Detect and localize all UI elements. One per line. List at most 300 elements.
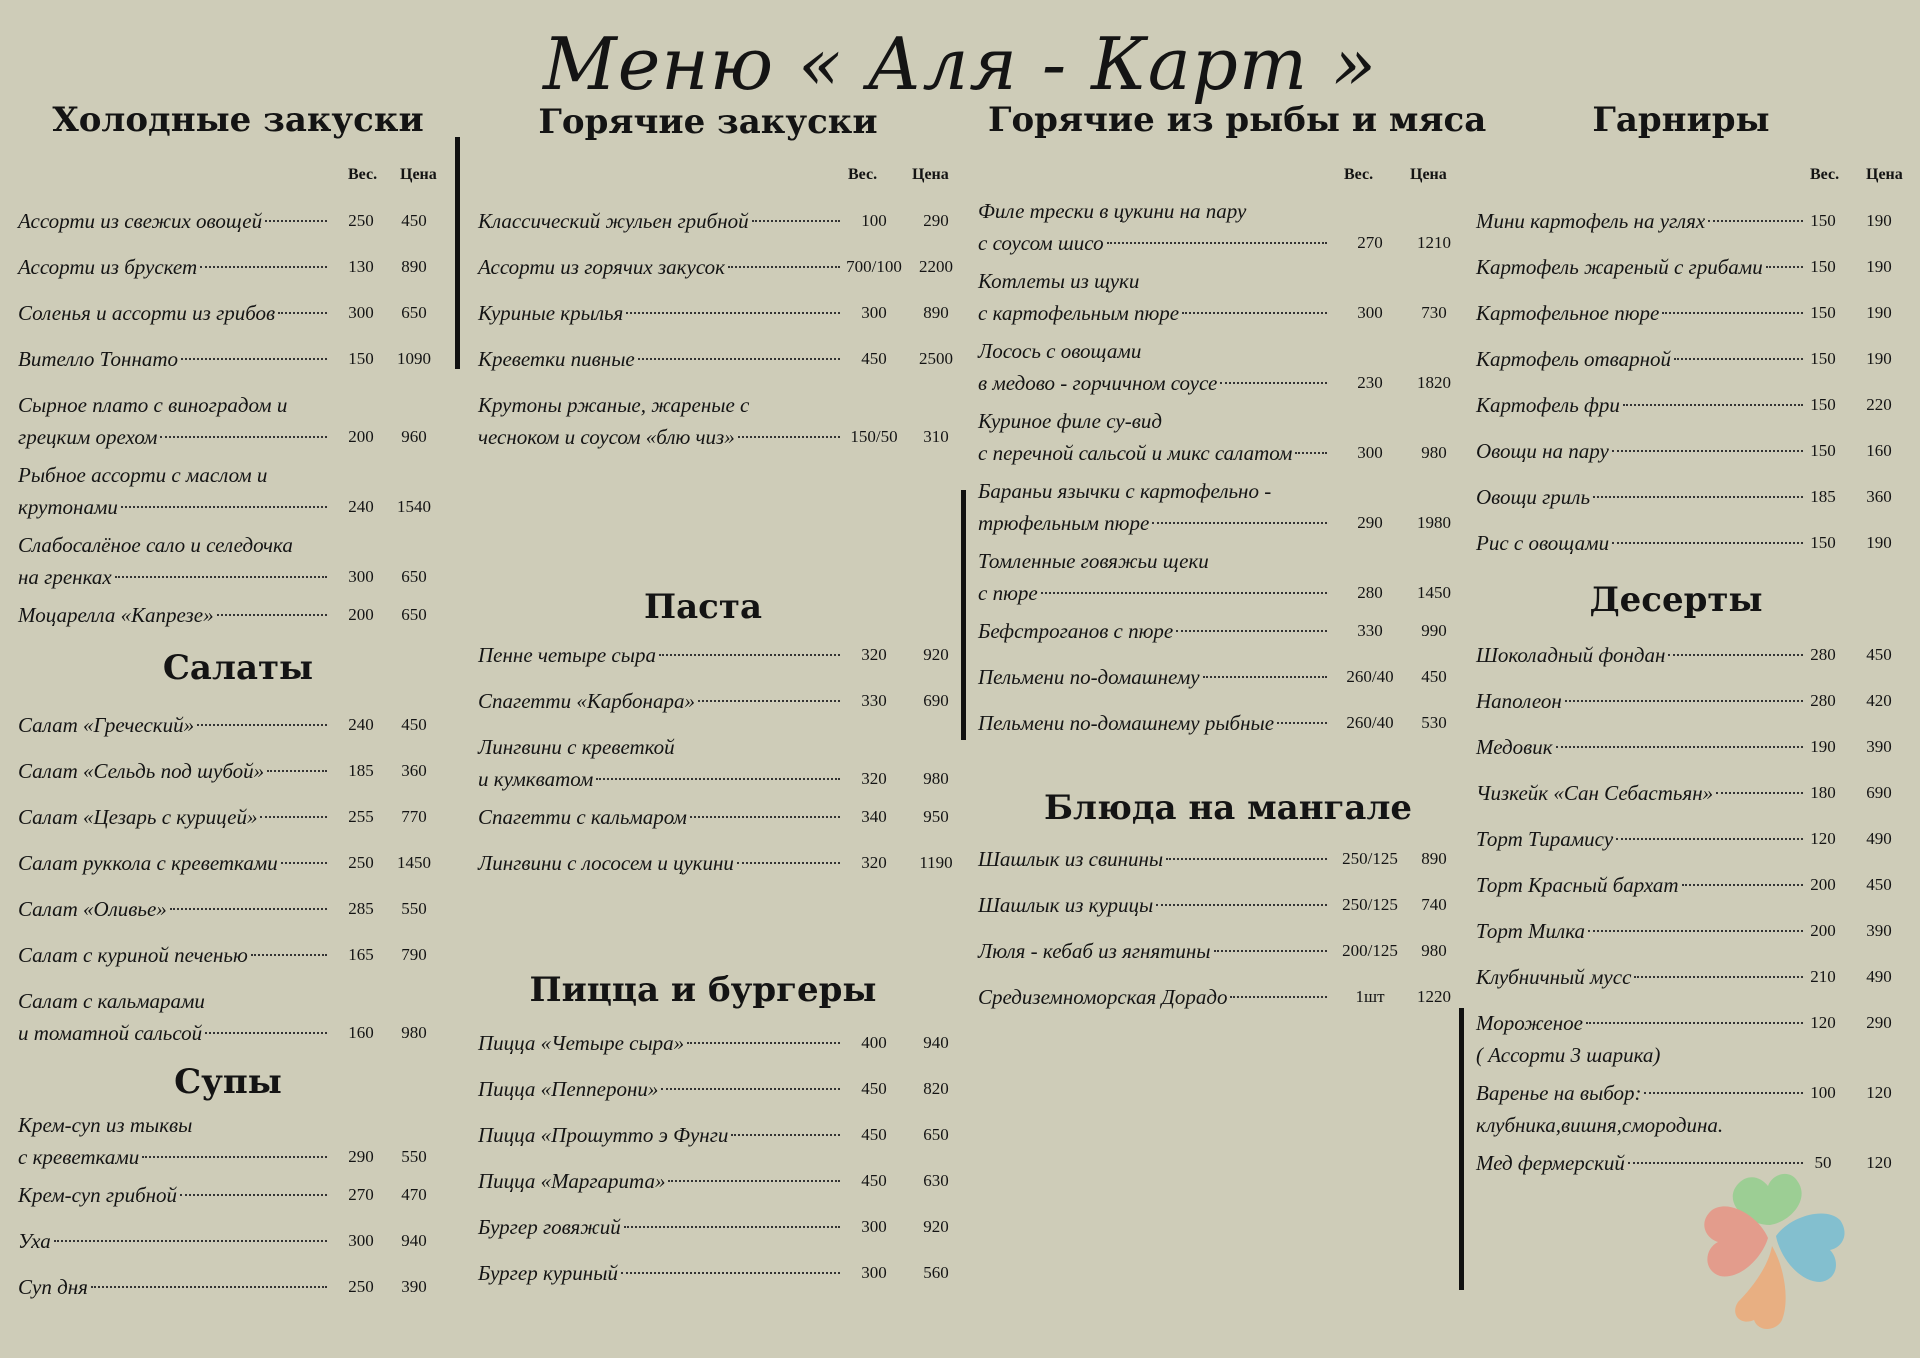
menu-item-name: Картофель фри (1476, 393, 1620, 417)
menu-item-name: чесноком и соусом «блю чиз» (478, 425, 735, 449)
menu-item-price: 790 (401, 945, 427, 964)
menu-item-weight: 100 (1810, 1083, 1836, 1102)
menu-item (18, 848, 448, 880)
menu-item-name-row (1476, 1008, 1806, 1038)
section-title: Горячие из рыбы и мяса (988, 100, 1487, 140)
menu-item-price: 450 (1866, 645, 1892, 664)
menu-item-weight: 450 (861, 1171, 887, 1190)
column-1 (18, 0, 448, 1358)
menu-item-name-row (478, 344, 843, 374)
menu-item-weight: 280 (1810, 691, 1836, 710)
menu-item (18, 802, 448, 834)
leader-dots (278, 312, 327, 314)
price-header: Цена (1866, 166, 1903, 183)
section-title: Холодные закуски (52, 100, 424, 140)
menu-item (1476, 916, 1916, 948)
menu-item-weight: 280 (1357, 583, 1383, 602)
menu-item (1476, 482, 1916, 514)
menu-item-name-row (978, 368, 1330, 398)
menu-item-name: Крем-суп грибной (18, 1183, 178, 1207)
leader-dots (596, 778, 840, 780)
menu-item-price: 120 (1866, 1083, 1892, 1102)
menu-item (478, 206, 948, 238)
menu-item-name-line: Лингвини с креветкой (478, 735, 675, 759)
menu-item-name-row (18, 422, 330, 452)
menu-item-price: 2500 (919, 349, 953, 368)
menu-item-price: 690 (923, 691, 949, 710)
column-header (1476, 166, 1916, 186)
menu-item (1476, 640, 1916, 672)
menu-item (1476, 206, 1916, 238)
menu-item-name: Вителло Тоннато (18, 347, 179, 371)
menu-item-name-line: Бараньи язычки с картофельно - (978, 479, 1272, 503)
leader-dots (1156, 904, 1327, 906)
menu-item-price: 1820 (1417, 373, 1451, 392)
menu-item-name: Картофель жареный с грибами (1476, 255, 1763, 279)
menu-item-weight: 240 (348, 715, 374, 734)
menu-item-weight: 320 (861, 853, 887, 872)
menu-item-name-row (478, 764, 843, 794)
leader-dots (1616, 838, 1803, 840)
menu-item-weight: 250/125 (1342, 849, 1398, 868)
menu-item-name-row (18, 252, 330, 282)
menu-item (18, 986, 448, 1050)
menu-item-weight: 250 (348, 1277, 374, 1296)
menu-item-name: с соусом шисо (978, 231, 1104, 255)
menu-item (1476, 778, 1916, 810)
menu-item-name: и кумкватом (478, 767, 594, 791)
menu-item-weight: 300 (1357, 303, 1383, 322)
menu-item-weight: 150 (1810, 211, 1836, 230)
leader-dots (205, 1032, 327, 1034)
menu-item (978, 662, 1464, 694)
menu-item-name: Медовик (1476, 735, 1553, 759)
menu-item-name: Бефстроганов с пюре (978, 619, 1174, 643)
menu-item-name: Ассорти из свежих овощей (18, 209, 263, 233)
leader-dots (91, 1286, 327, 1288)
menu-item-price: 490 (1866, 829, 1892, 848)
menu-item-weight: 320 (861, 645, 887, 664)
menu-item-price: 740 (1421, 895, 1447, 914)
menu-item-weight: 280 (1810, 645, 1836, 664)
menu-item-name-line: Котлеты из щуки (978, 269, 1140, 293)
menu-item-name-row (18, 1018, 330, 1048)
menu-item-name: Уха (18, 1229, 51, 1253)
menu-item-name: Мед фермерский (1476, 1151, 1625, 1175)
menu-item-name: Куриные крылья (478, 301, 624, 325)
leader-dots (1556, 746, 1803, 748)
menu-item-price: 650 (923, 1125, 949, 1144)
menu-item-name: Салат «Греческий» (18, 713, 195, 737)
menu-item-price: 980 (1421, 443, 1447, 462)
divider (1459, 1008, 1464, 1290)
menu-item-price: 450 (401, 715, 427, 734)
menu-item (478, 802, 948, 834)
menu-item-name-row (478, 1212, 843, 1242)
menu-item-name: Салат с куриной печенью (18, 943, 248, 967)
menu-item-name-row (1476, 824, 1806, 854)
menu-item-name: Мороженое (1476, 1011, 1583, 1035)
leader-dots (267, 770, 327, 772)
leader-dots (1220, 382, 1327, 384)
menu-item-weight: 160 (348, 1023, 374, 1042)
menu-item-weight: 185 (348, 761, 374, 780)
menu-item-weight: 400 (861, 1033, 887, 1052)
menu-item (478, 732, 948, 796)
menu-item-name-row (978, 228, 1330, 258)
weight-header: Вес. (1810, 166, 1840, 183)
leader-dots (1612, 542, 1803, 544)
leader-dots (731, 1134, 840, 1136)
menu-item (478, 686, 948, 718)
menu-item-weight: 200 (1810, 921, 1836, 940)
leader-dots (180, 1194, 327, 1196)
menu-item-name-row (1476, 640, 1806, 670)
menu-item-price: 390 (401, 1277, 427, 1296)
menu-item-name-line: Крем-суп из тыквы (18, 1113, 193, 1137)
leader-dots (1586, 1022, 1803, 1024)
menu-item-price: 490 (1866, 967, 1892, 986)
menu-item-price: 650 (401, 605, 427, 624)
menu-item-price: 890 (923, 303, 949, 322)
menu-item-name-row (978, 616, 1330, 646)
menu-item-name-row (1476, 528, 1806, 558)
menu-item-name-line: Лосось с овощами (978, 339, 1142, 363)
menu-item (478, 848, 953, 880)
menu-item-name-row (1476, 962, 1806, 992)
menu-item (978, 708, 1464, 740)
leader-dots (1041, 592, 1327, 594)
menu-item-price: 960 (401, 427, 427, 446)
leader-dots (1623, 404, 1803, 406)
menu-item-name: Наполеон (1476, 689, 1562, 713)
menu-item (18, 252, 448, 284)
menu-item (978, 546, 1464, 610)
menu-item-name: Пельмени по-домашнему рыбные (978, 711, 1275, 735)
leader-dots (621, 1272, 840, 1274)
menu-item-name-row (978, 844, 1330, 874)
menu-item-price: 770 (401, 807, 427, 826)
menu-item-price: 190 (1866, 303, 1892, 322)
menu-item-name-row (1476, 1078, 1806, 1108)
menu-item-name: Шашлык из курицы (978, 893, 1154, 917)
menu-item-price: 470 (401, 1185, 427, 1204)
menu-item-price: 360 (1866, 487, 1892, 506)
leader-dots (1708, 220, 1803, 222)
menu-item (18, 1180, 448, 1212)
menu-item-name: Пицца «Четыре сыра» (478, 1031, 685, 1055)
menu-item-name-row (1476, 206, 1806, 236)
weight-header: Вес. (1344, 166, 1374, 183)
leader-dots (281, 862, 327, 864)
menu-item (18, 206, 448, 238)
menu-item-name: Торт Милка (1476, 919, 1586, 943)
price-header: Цена (912, 166, 949, 183)
leader-dots (1588, 930, 1803, 932)
menu-item-name-row (1476, 732, 1806, 762)
menu-item-name: Мини картофель на углях (1476, 209, 1706, 233)
menu-item-name-row (18, 600, 330, 630)
menu-item (478, 1166, 948, 1198)
menu-item-price: 450 (401, 211, 427, 230)
menu-item-name-row (478, 252, 843, 282)
leader-dots (661, 1088, 840, 1090)
leader-dots (698, 700, 840, 702)
menu-item-name: Овощи на пару (1476, 439, 1609, 463)
section-title: Блюда на мангале (1043, 788, 1413, 828)
menu-item (18, 298, 448, 330)
leader-dots (142, 1156, 327, 1158)
menu-item-weight: 150 (1810, 303, 1836, 322)
menu-item-name-line: Куриное филе су-вид (978, 409, 1162, 433)
column-3 (978, 0, 1487, 1358)
menu-item-price: 190 (1866, 533, 1892, 552)
menu-item (978, 406, 1464, 470)
menu-item-price: 890 (1421, 849, 1447, 868)
leader-dots (1277, 722, 1327, 724)
menu-item-name-line: Слабосалёное сало и селедочка (18, 533, 293, 557)
leader-dots (265, 220, 327, 222)
leader-dots (121, 506, 327, 508)
leader-dots (1668, 654, 1803, 656)
menu-item-name: Салат «Цезарь с курицей» (18, 805, 258, 829)
divider (961, 490, 966, 740)
menu-item-weight: 150 (1810, 533, 1836, 552)
weight-header: Вес. (848, 166, 878, 183)
section-title: Паста (644, 587, 762, 627)
menu-item (1476, 686, 1916, 718)
menu-item-name-row (1476, 298, 1806, 328)
menu-item-price: 190 (1866, 257, 1892, 276)
menu-item-weight: 185 (1810, 487, 1836, 506)
menu-item-weight: 50 (1814, 1153, 1832, 1172)
menu-item (978, 982, 1464, 1014)
leader-dots (1166, 858, 1327, 860)
menu-item (478, 1028, 948, 1060)
menu-item-name-row (18, 344, 330, 374)
menu-item-price: 390 (1866, 737, 1892, 756)
leader-dots (737, 862, 840, 864)
menu-item-name-row (18, 848, 330, 878)
menu-item-name-line: Рыбное ассорти с маслом и (18, 463, 268, 487)
menu-item (478, 640, 948, 672)
menu-item (478, 1258, 948, 1290)
menu-item-name-row (18, 756, 330, 786)
menu-item-weight: 120 (1810, 1013, 1836, 1032)
menu-item-weight: 300 (861, 303, 887, 322)
menu-item-name: Салат руккола с креветками (18, 851, 278, 875)
menu-item-price: 550 (401, 899, 427, 918)
menu-item-name-row (1476, 778, 1806, 808)
menu-item-name: на гренках (18, 565, 112, 589)
menu-item-name: Торт Красный бархат (1476, 873, 1679, 897)
menu-item-name-row (478, 686, 843, 716)
menu-item-name: Торт Тирамису (1476, 827, 1614, 851)
menu-item-name: с пюре (978, 581, 1038, 605)
menu-item-name-row (478, 848, 843, 878)
menu-item (478, 390, 948, 454)
menu-item-name-row (18, 802, 330, 832)
leader-dots (260, 816, 327, 818)
menu-item-weight: 230 (1357, 373, 1383, 392)
menu-item-name-row (478, 298, 843, 328)
menu-item-name: Спагетти «Карбонара» (478, 689, 695, 713)
leader-dots (181, 358, 327, 360)
menu-item-weight: 200 (348, 427, 374, 446)
menu-item-name-row (478, 1028, 843, 1058)
leader-dots (115, 576, 327, 578)
menu-item-name-row (18, 1272, 330, 1302)
menu-item-weight: 150 (1810, 395, 1836, 414)
leader-dots (160, 436, 327, 438)
menu-item-name-row (478, 1166, 843, 1196)
menu-item-note: клубника,вишня,смородина. (1476, 1113, 1724, 1137)
menu-item-price: 120 (1866, 1153, 1892, 1172)
menu-item-name-row (1476, 252, 1806, 282)
menu-item-name: Картофельное пюре (1476, 301, 1660, 325)
leader-dots (1612, 450, 1803, 452)
menu-item-price: 1450 (1417, 583, 1451, 602)
menu-item-price: 650 (401, 303, 427, 322)
menu-item (978, 936, 1464, 968)
menu-item-weight: 120 (1810, 829, 1836, 848)
column-header (18, 166, 448, 186)
section-title: Десерты (1589, 580, 1763, 620)
menu-item-price: 1210 (1417, 233, 1451, 252)
menu-item-weight: 300 (348, 567, 374, 586)
menu-item-weight: 200 (1810, 875, 1836, 894)
menu-item-price: 820 (923, 1079, 949, 1098)
leader-dots (1634, 976, 1803, 978)
menu-item-name-row (978, 982, 1330, 1012)
menu-item-price: 920 (923, 645, 949, 664)
menu-item-name-row (478, 1074, 843, 1104)
menu-item (1476, 962, 1916, 994)
menu-item (978, 844, 1464, 876)
menu-item-price: 450 (1866, 875, 1892, 894)
menu-item (1476, 390, 1916, 422)
menu-item (18, 530, 448, 594)
column-2 (478, 0, 953, 1358)
menu-item-price: 190 (1866, 349, 1892, 368)
menu-item-weight: 290 (1357, 513, 1383, 532)
menu-item-price: 560 (923, 1263, 949, 1282)
leader-dots (668, 1180, 840, 1182)
menu-item-name: Пицца «Прошутто э Фунги (478, 1123, 729, 1147)
menu-item-weight: 300 (348, 1231, 374, 1250)
menu-item-name: крутонами (18, 495, 118, 519)
menu-item-weight: 450 (861, 1125, 887, 1144)
menu-item-name: Варенье на выбор: (1476, 1081, 1642, 1105)
menu-item-weight: 300 (1357, 443, 1383, 462)
menu-item-price: 190 (1866, 211, 1892, 230)
menu-item-name-row (1476, 390, 1806, 420)
menu-item-name: Овощи гриль (1476, 485, 1591, 509)
divider (455, 137, 460, 369)
menu-item (978, 616, 1464, 648)
menu-item-price: 1190 (919, 853, 953, 872)
menu-item-price: 160 (1866, 441, 1892, 460)
menu-item-price: 920 (923, 1217, 949, 1236)
section-title: Супы (174, 1062, 282, 1102)
menu-item-weight: 200 (348, 605, 374, 624)
column-header (478, 166, 948, 186)
menu-item-name-row (978, 936, 1330, 966)
menu-item (978, 266, 1464, 330)
menu-item-weight: 300 (861, 1217, 887, 1236)
menu-item-name-row (478, 206, 843, 236)
menu-item-weight: 150 (1810, 349, 1836, 368)
menu-item-price: 1980 (1417, 513, 1451, 532)
leader-dots (251, 954, 327, 956)
menu-item-price: 550 (401, 1147, 427, 1166)
leader-dots (1295, 452, 1327, 454)
menu-item-price: 650 (401, 567, 427, 586)
menu-item-price: 990 (1421, 621, 1447, 640)
menu-item-name-row (978, 662, 1330, 692)
menu-item (1476, 252, 1916, 284)
menu-item-price: 1090 (397, 349, 431, 368)
menu-item (18, 1226, 448, 1258)
menu-item-name: Салат «Сельдь под шубой» (18, 759, 265, 783)
menu-item-price: 390 (1866, 921, 1892, 940)
price-header: Цена (1410, 166, 1447, 183)
leader-dots (1230, 996, 1327, 998)
leader-dots (626, 312, 840, 314)
leader-dots (1107, 242, 1327, 244)
menu-item (1476, 528, 1916, 560)
menu-item-weight: 290 (348, 1147, 374, 1166)
menu-item-weight: 285 (348, 899, 374, 918)
menu-item-name: Клубничный мусс (1476, 965, 1632, 989)
leader-dots (1203, 676, 1327, 678)
menu-item-weight: 1шт (1355, 987, 1385, 1006)
menu-item-name: с перечной сальсой и микс салатом (978, 441, 1293, 465)
menu-item-name-row (18, 298, 330, 328)
menu-item (1476, 298, 1916, 330)
menu-item (478, 1074, 948, 1106)
menu-item-name-row (478, 1258, 843, 1288)
menu-item-weight: 150/50 (850, 427, 898, 446)
menu-item-weight: 320 (861, 769, 887, 788)
price-header: Цена (400, 166, 437, 183)
menu-item-name-row (18, 1180, 330, 1210)
menu-item (18, 1272, 448, 1304)
leader-dots (1176, 630, 1327, 632)
menu-item-price: 980 (923, 769, 949, 788)
menu-item-weight: 180 (1810, 783, 1836, 802)
section-title: Горячие закуски (538, 102, 878, 142)
four-heart-clover-logo (1650, 1130, 1890, 1340)
menu-item-name-row (1476, 436, 1806, 466)
column-header (978, 166, 1464, 186)
leader-dots (170, 908, 327, 910)
menu-item-weight: 250 (348, 211, 374, 230)
menu-item-price: 2200 (919, 257, 953, 276)
menu-item-name: с картофельным пюре (978, 301, 1180, 325)
menu-item-price: 290 (923, 211, 949, 230)
menu-item-name-row (1476, 916, 1806, 946)
menu-item-name: Пенне четыре сыра (478, 643, 656, 667)
menu-item (18, 460, 448, 524)
menu-item-price: 360 (401, 761, 427, 780)
menu-item-weight: 150 (348, 349, 374, 368)
leader-dots (200, 266, 327, 268)
menu-item-name-row (1476, 482, 1806, 512)
leader-dots (1682, 884, 1803, 886)
menu-item-name-row (18, 710, 330, 740)
menu-item-name-row (18, 940, 330, 970)
